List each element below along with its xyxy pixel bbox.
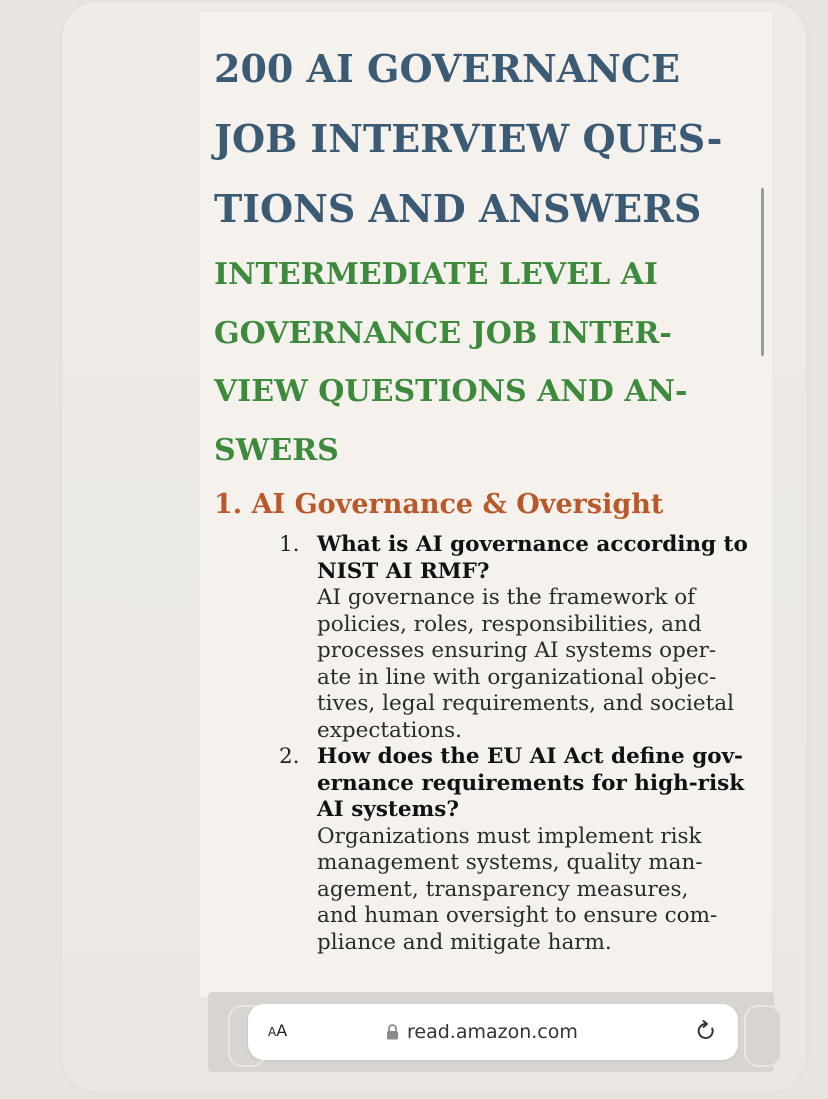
- question-number: 2.: [279, 744, 300, 769]
- book-title-line: TIONS AND ANSWERS: [214, 186, 702, 231]
- reader-page[interactable]: [200, 12, 772, 997]
- book-title: [214, 34, 766, 244]
- answer-line: tives, legal requirements, and societal: [317, 691, 734, 716]
- section-title: 1. AI Governance & Oversight: [214, 489, 664, 520]
- page-scrollbar[interactable]: [761, 188, 764, 356]
- chapter-title-line: VIEW QUESTIONS AND AN-: [214, 374, 688, 409]
- answer-line: AI governance is the framework of: [317, 585, 696, 610]
- answer-line: Organizations must implement risk: [317, 823, 702, 849]
- chapter-title-line: GOVERNANCE JOB INTER-: [214, 315, 672, 351]
- answer-line: expectations.: [317, 717, 463, 743]
- chapter-title-line: SWERS: [214, 432, 339, 468]
- question-text: [317, 532, 766, 585]
- text-size-small-a: A: [268, 1025, 277, 1039]
- url-display[interactable]: [386, 1020, 578, 1044]
- question-item: [214, 532, 766, 744]
- answer-line: ate in line with organizational objec-: [317, 664, 717, 690]
- lock-icon: [386, 1024, 399, 1040]
- question-line: ernance requirements for high-risk: [317, 770, 745, 796]
- reload-icon[interactable]: [694, 1019, 718, 1043]
- answer-line: policies, roles, responsibilities, and: [317, 611, 702, 637]
- question-line: AI systems?: [317, 797, 459, 822]
- book-title-line: JOB INTERVIEW QUES-: [214, 116, 723, 161]
- question-line: How does the EU AI Act define gov-: [317, 744, 743, 769]
- chapter-title-line: INTERMEDIATE LEVEL AI: [214, 257, 658, 292]
- question-text: [317, 744, 766, 824]
- answer-text: [317, 585, 766, 744]
- answer-line: management systems, quality man-: [317, 850, 703, 875]
- answer-line: agement, transparency measures,: [317, 876, 689, 902]
- chapter-title: [214, 246, 766, 480]
- question-line: What is AI governance according to: [317, 532, 748, 557]
- question-line: NIST AI RMF?: [317, 558, 490, 584]
- text-size-button[interactable]: [268, 1021, 287, 1040]
- next-tab-peek[interactable]: [744, 1005, 782, 1067]
- question-list: [214, 532, 766, 956]
- answer-text: [317, 824, 766, 957]
- book-title-line: 200 AI GOVERNANCE: [214, 46, 681, 91]
- question-item: [214, 744, 766, 956]
- answer-line: pliance and mitigate harm.: [317, 929, 612, 955]
- text-size-large-a: A: [276, 1021, 288, 1040]
- answer-line: processes ensuring AI systems oper-: [317, 638, 717, 663]
- page-content: [214, 34, 766, 956]
- url-text: read.amazon.com: [407, 1021, 578, 1043]
- question-number: 1.: [279, 532, 300, 557]
- answer-line: and human oversight to ensure com-: [317, 903, 718, 928]
- address-bar[interactable]: [248, 1004, 738, 1060]
